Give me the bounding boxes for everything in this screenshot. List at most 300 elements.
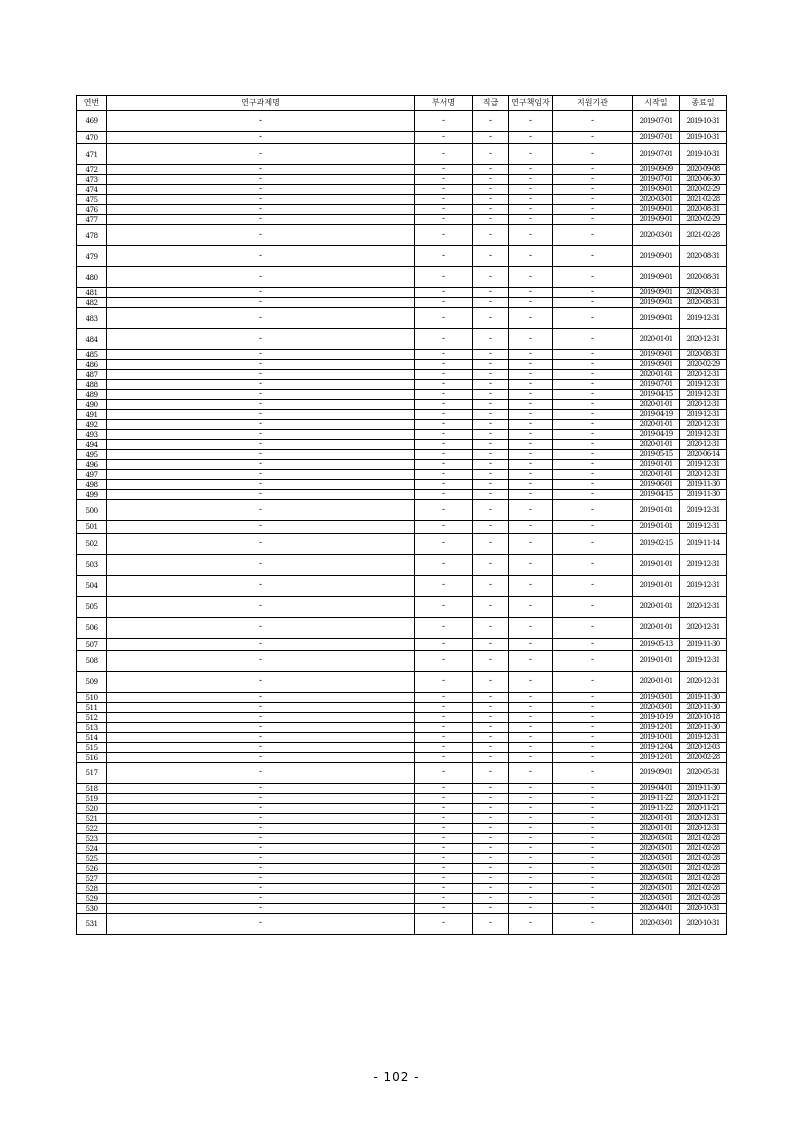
funding-agency-cell: - bbox=[553, 111, 633, 132]
funding-agency-cell: - bbox=[553, 298, 633, 308]
position-cell: - bbox=[473, 500, 509, 521]
principal-investigator-cell: - bbox=[509, 480, 553, 490]
start-date-cell: 2019-12-04 bbox=[633, 742, 680, 752]
row-number-cell: 530 bbox=[77, 903, 107, 913]
position-cell: - bbox=[473, 430, 509, 440]
department-cell: - bbox=[415, 329, 473, 350]
start-date-cell: 2019-09-01 bbox=[633, 267, 680, 288]
position-cell: - bbox=[473, 521, 509, 533]
position-cell: - bbox=[473, 671, 509, 692]
position-cell: - bbox=[473, 893, 509, 903]
funding-agency-cell: - bbox=[553, 440, 633, 450]
project-title-cell: - bbox=[107, 480, 415, 490]
department-cell: - bbox=[415, 575, 473, 596]
table-row bbox=[77, 246, 727, 267]
start-date-cell: 2020-03-01 bbox=[633, 893, 680, 903]
principal-investigator-cell: - bbox=[509, 732, 553, 742]
row-number-cell: 516 bbox=[77, 752, 107, 762]
project-title-cell: - bbox=[107, 390, 415, 400]
end-date-cell: 2020-08-31 bbox=[680, 298, 727, 308]
row-number-cell: 479 bbox=[77, 246, 107, 267]
project-title-cell: - bbox=[107, 360, 415, 370]
row-number-cell: 527 bbox=[77, 873, 107, 883]
principal-investigator-cell: - bbox=[509, 298, 553, 308]
position-cell: - bbox=[473, 712, 509, 722]
department-cell: - bbox=[415, 195, 473, 205]
department-cell: - bbox=[415, 175, 473, 185]
funding-agency-cell: - bbox=[553, 638, 633, 650]
department-cell: - bbox=[415, 370, 473, 380]
principal-investigator-cell: - bbox=[509, 410, 553, 420]
principal-investigator-cell: - bbox=[509, 823, 553, 833]
end-date-cell: 2019-12-31 bbox=[680, 430, 727, 440]
principal-investigator-cell: - bbox=[509, 638, 553, 650]
table-row bbox=[77, 702, 727, 712]
start-date-cell: 2020-03-01 bbox=[633, 883, 680, 893]
principal-investigator-cell: - bbox=[509, 380, 553, 390]
start-date-cell: 2019-05-15 bbox=[633, 450, 680, 460]
funding-agency-cell: - bbox=[553, 225, 633, 246]
position-cell: - bbox=[473, 308, 509, 329]
project-title-cell: - bbox=[107, 460, 415, 470]
row-number-cell: 506 bbox=[77, 617, 107, 638]
principal-investigator-cell: - bbox=[509, 111, 553, 132]
principal-investigator-cell: - bbox=[509, 205, 553, 215]
funding-agency-cell: - bbox=[553, 913, 633, 934]
table-row bbox=[77, 813, 727, 823]
row-number-cell: 501 bbox=[77, 521, 107, 533]
position-cell: - bbox=[473, 195, 509, 205]
principal-investigator-cell: - bbox=[509, 650, 553, 671]
end-date-cell: 2019-12-31 bbox=[680, 380, 727, 390]
project-title-cell: - bbox=[107, 165, 415, 175]
funding-agency-cell: - bbox=[553, 480, 633, 490]
department-cell: - bbox=[415, 350, 473, 360]
table-row bbox=[77, 650, 727, 671]
table-row bbox=[77, 440, 727, 450]
row-number-cell: 510 bbox=[77, 692, 107, 702]
col-header-funding-agency: 지원기관 bbox=[553, 96, 633, 111]
table-row bbox=[77, 205, 727, 215]
start-date-cell: 2019-04-01 bbox=[633, 783, 680, 793]
start-date-cell: 2019-01-01 bbox=[633, 554, 680, 575]
department-cell: - bbox=[415, 390, 473, 400]
end-date-cell: 2021-02-28 bbox=[680, 195, 727, 205]
end-date-cell: 2020-12-31 bbox=[680, 420, 727, 430]
principal-investigator-cell: - bbox=[509, 430, 553, 440]
table-row bbox=[77, 671, 727, 692]
principal-investigator-cell: - bbox=[509, 554, 553, 575]
project-title-cell: - bbox=[107, 288, 415, 298]
funding-agency-cell: - bbox=[553, 430, 633, 440]
project-title-cell: - bbox=[107, 215, 415, 225]
department-cell: - bbox=[415, 671, 473, 692]
department-cell: - bbox=[415, 853, 473, 863]
funding-agency-cell: - bbox=[553, 863, 633, 873]
end-date-cell: 2019-12-31 bbox=[680, 460, 727, 470]
row-number-cell: 483 bbox=[77, 308, 107, 329]
table-row bbox=[77, 132, 727, 144]
row-number-cell: 520 bbox=[77, 803, 107, 813]
project-title-cell: - bbox=[107, 380, 415, 390]
row-number-cell: 492 bbox=[77, 420, 107, 430]
end-date-cell: 2020-09-08 bbox=[680, 165, 727, 175]
table-body bbox=[77, 111, 727, 935]
principal-investigator-cell: - bbox=[509, 267, 553, 288]
position-cell: - bbox=[473, 913, 509, 934]
funding-agency-cell: - bbox=[553, 308, 633, 329]
start-date-cell: 2019-04-15 bbox=[633, 490, 680, 500]
project-title-cell: - bbox=[107, 144, 415, 165]
project-title-cell: - bbox=[107, 521, 415, 533]
principal-investigator-cell: - bbox=[509, 893, 553, 903]
start-date-cell: 2020-03-01 bbox=[633, 863, 680, 873]
end-date-cell: 2021-02-28 bbox=[680, 873, 727, 883]
table-row bbox=[77, 803, 727, 813]
department-cell: - bbox=[415, 596, 473, 617]
table-row bbox=[77, 410, 727, 420]
department-cell: - bbox=[415, 111, 473, 132]
department-cell: - bbox=[415, 650, 473, 671]
position-cell: - bbox=[473, 638, 509, 650]
position-cell: - bbox=[473, 843, 509, 853]
row-number-cell: 495 bbox=[77, 450, 107, 460]
row-number-cell: 482 bbox=[77, 298, 107, 308]
end-date-cell: 2021-02-28 bbox=[680, 893, 727, 903]
table-row bbox=[77, 165, 727, 175]
department-cell: - bbox=[415, 732, 473, 742]
principal-investigator-cell: - bbox=[509, 762, 553, 783]
position-cell: - bbox=[473, 783, 509, 793]
end-date-cell: 2021-02-28 bbox=[680, 843, 727, 853]
department-cell: - bbox=[415, 813, 473, 823]
principal-investigator-cell: - bbox=[509, 702, 553, 712]
position-cell: - bbox=[473, 144, 509, 165]
start-date-cell: 2019-04-19 bbox=[633, 430, 680, 440]
position-cell: - bbox=[473, 132, 509, 144]
project-title-cell: - bbox=[107, 638, 415, 650]
principal-investigator-cell: - bbox=[509, 692, 553, 702]
end-date-cell: 2020-11-30 bbox=[680, 722, 727, 732]
row-number-cell: 528 bbox=[77, 883, 107, 893]
table-row bbox=[77, 480, 727, 490]
project-title-cell: - bbox=[107, 132, 415, 144]
principal-investigator-cell: - bbox=[509, 288, 553, 298]
start-date-cell: 2019-11-22 bbox=[633, 803, 680, 813]
project-title-cell: - bbox=[107, 752, 415, 762]
row-number-cell: 499 bbox=[77, 490, 107, 500]
start-date-cell: 2020-03-01 bbox=[633, 913, 680, 934]
project-title-cell: - bbox=[107, 692, 415, 702]
position-cell: - bbox=[473, 165, 509, 175]
funding-agency-cell: - bbox=[553, 903, 633, 913]
funding-agency-cell: - bbox=[553, 288, 633, 298]
project-title-cell: - bbox=[107, 420, 415, 430]
department-cell: - bbox=[415, 430, 473, 440]
end-date-cell: 2020-06-30 bbox=[680, 175, 727, 185]
row-number-cell: 498 bbox=[77, 480, 107, 490]
row-number-cell: 469 bbox=[77, 111, 107, 132]
funding-agency-cell: - bbox=[553, 813, 633, 823]
end-date-cell: 2020-08-31 bbox=[680, 205, 727, 215]
end-date-cell: 2020-08-31 bbox=[680, 350, 727, 360]
table-row bbox=[77, 144, 727, 165]
funding-agency-cell: - bbox=[553, 420, 633, 430]
row-number-cell: 493 bbox=[77, 430, 107, 440]
start-date-cell: 2020-01-01 bbox=[633, 329, 680, 350]
funding-agency-cell: - bbox=[553, 752, 633, 762]
department-cell: - bbox=[415, 440, 473, 450]
end-date-cell: 2019-10-31 bbox=[680, 111, 727, 132]
department-cell: - bbox=[415, 460, 473, 470]
table-row bbox=[77, 370, 727, 380]
principal-investigator-cell: - bbox=[509, 185, 553, 195]
position-cell: - bbox=[473, 903, 509, 913]
table-row bbox=[77, 400, 727, 410]
table-row bbox=[77, 823, 727, 833]
project-title-cell: - bbox=[107, 111, 415, 132]
end-date-cell: 2019-10-31 bbox=[680, 132, 727, 144]
funding-agency-cell: - bbox=[553, 671, 633, 692]
end-date-cell: 2020-10-31 bbox=[680, 913, 727, 934]
funding-agency-cell: - bbox=[553, 267, 633, 288]
project-title-cell: - bbox=[107, 863, 415, 873]
end-date-cell: 2020-12-31 bbox=[680, 370, 727, 380]
funding-agency-cell: - bbox=[553, 692, 633, 702]
end-date-cell: 2020-10-31 bbox=[680, 903, 727, 913]
position-cell: - bbox=[473, 490, 509, 500]
table-row bbox=[77, 575, 727, 596]
position-cell: - bbox=[473, 246, 509, 267]
col-header-number: 연번 bbox=[77, 96, 107, 111]
end-date-cell: 2019-11-30 bbox=[680, 638, 727, 650]
department-cell: - bbox=[415, 903, 473, 913]
start-date-cell: 2019-01-01 bbox=[633, 650, 680, 671]
end-date-cell: 2019-10-31 bbox=[680, 144, 727, 165]
table-row bbox=[77, 308, 727, 329]
project-title-cell: - bbox=[107, 803, 415, 813]
position-cell: - bbox=[473, 215, 509, 225]
row-number-cell: 514 bbox=[77, 732, 107, 742]
position-cell: - bbox=[473, 732, 509, 742]
department-cell: - bbox=[415, 215, 473, 225]
table-row bbox=[77, 288, 727, 298]
principal-investigator-cell: - bbox=[509, 460, 553, 470]
funding-agency-cell: - bbox=[553, 762, 633, 783]
position-cell: - bbox=[473, 692, 509, 702]
position-cell: - bbox=[473, 370, 509, 380]
research-project-table bbox=[76, 95, 727, 935]
principal-investigator-cell: - bbox=[509, 440, 553, 450]
department-cell: - bbox=[415, 500, 473, 521]
start-date-cell: 2020-01-01 bbox=[633, 400, 680, 410]
col-header-start-date: 시작일 bbox=[633, 96, 680, 111]
end-date-cell: 2020-02-29 bbox=[680, 215, 727, 225]
table-row bbox=[77, 712, 727, 722]
row-number-cell: 476 bbox=[77, 205, 107, 215]
department-cell: - bbox=[415, 480, 473, 490]
end-date-cell: 2020-11-21 bbox=[680, 803, 727, 813]
row-number-cell: 487 bbox=[77, 370, 107, 380]
funding-agency-cell: - bbox=[553, 390, 633, 400]
end-date-cell: 2020-12-31 bbox=[680, 440, 727, 450]
position-cell: - bbox=[473, 288, 509, 298]
department-cell: - bbox=[415, 843, 473, 853]
principal-investigator-cell: - bbox=[509, 329, 553, 350]
department-cell: - bbox=[415, 400, 473, 410]
project-title-cell: - bbox=[107, 225, 415, 246]
project-title-cell: - bbox=[107, 350, 415, 360]
principal-investigator-cell: - bbox=[509, 883, 553, 893]
start-date-cell: 2020-01-01 bbox=[633, 823, 680, 833]
start-date-cell: 2019-11-22 bbox=[633, 793, 680, 803]
project-title-cell: - bbox=[107, 575, 415, 596]
position-cell: - bbox=[473, 175, 509, 185]
funding-agency-cell: - bbox=[553, 132, 633, 144]
position-cell: - bbox=[473, 400, 509, 410]
project-title-cell: - bbox=[107, 410, 415, 420]
funding-agency-cell: - bbox=[553, 195, 633, 205]
start-date-cell: 2019-10-01 bbox=[633, 732, 680, 742]
project-title-cell: - bbox=[107, 793, 415, 803]
position-cell: - bbox=[473, 533, 509, 554]
col-header-end-date: 종료일 bbox=[680, 96, 727, 111]
position-cell: - bbox=[473, 225, 509, 246]
principal-investigator-cell: - bbox=[509, 215, 553, 225]
department-cell: - bbox=[415, 380, 473, 390]
department-cell: - bbox=[415, 762, 473, 783]
end-date-cell: 2020-05-31 bbox=[680, 762, 727, 783]
start-date-cell: 2019-05-13 bbox=[633, 638, 680, 650]
principal-investigator-cell: - bbox=[509, 913, 553, 934]
table-row bbox=[77, 195, 727, 205]
department-cell: - bbox=[415, 793, 473, 803]
end-date-cell: 2020-12-31 bbox=[680, 470, 727, 480]
table-row bbox=[77, 742, 727, 752]
start-date-cell: 2019-01-01 bbox=[633, 460, 680, 470]
position-cell: - bbox=[473, 762, 509, 783]
start-date-cell: 2019-09-01 bbox=[633, 246, 680, 267]
funding-agency-cell: - bbox=[553, 144, 633, 165]
end-date-cell: 2019-11-30 bbox=[680, 783, 727, 793]
end-date-cell: 2020-12-31 bbox=[680, 617, 727, 638]
row-number-cell: 505 bbox=[77, 596, 107, 617]
project-title-cell: - bbox=[107, 903, 415, 913]
start-date-cell: 2019-09-09 bbox=[633, 165, 680, 175]
end-date-cell: 2020-02-29 bbox=[680, 185, 727, 195]
table-row bbox=[77, 267, 727, 288]
principal-investigator-cell: - bbox=[509, 853, 553, 863]
funding-agency-cell: - bbox=[553, 165, 633, 175]
end-date-cell: 2019-12-31 bbox=[680, 732, 727, 742]
project-title-cell: - bbox=[107, 702, 415, 712]
project-title-cell: - bbox=[107, 742, 415, 752]
start-date-cell: 2019-09-01 bbox=[633, 215, 680, 225]
department-cell: - bbox=[415, 360, 473, 370]
position-cell: - bbox=[473, 650, 509, 671]
end-date-cell: 2019-11-30 bbox=[680, 480, 727, 490]
row-number-cell: 508 bbox=[77, 650, 107, 671]
project-title-cell: - bbox=[107, 450, 415, 460]
table-row bbox=[77, 843, 727, 853]
start-date-cell: 2020-03-01 bbox=[633, 702, 680, 712]
project-title-cell: - bbox=[107, 400, 415, 410]
funding-agency-cell: - bbox=[553, 460, 633, 470]
department-cell: - bbox=[415, 533, 473, 554]
start-date-cell: 2019-02-15 bbox=[633, 533, 680, 554]
start-date-cell: 2019-09-01 bbox=[633, 205, 680, 215]
table-row bbox=[77, 554, 727, 575]
department-cell: - bbox=[415, 470, 473, 480]
principal-investigator-cell: - bbox=[509, 575, 553, 596]
principal-investigator-cell: - bbox=[509, 833, 553, 843]
table-row bbox=[77, 430, 727, 440]
start-date-cell: 2020-03-01 bbox=[633, 225, 680, 246]
end-date-cell: 2020-02-29 bbox=[680, 360, 727, 370]
department-cell: - bbox=[415, 823, 473, 833]
start-date-cell: 2019-09-01 bbox=[633, 360, 680, 370]
principal-investigator-cell: - bbox=[509, 903, 553, 913]
start-date-cell: 2019-06-01 bbox=[633, 480, 680, 490]
department-cell: - bbox=[415, 893, 473, 903]
row-number-cell: 477 bbox=[77, 215, 107, 225]
project-title-cell: - bbox=[107, 823, 415, 833]
department-cell: - bbox=[415, 185, 473, 195]
row-number-cell: 490 bbox=[77, 400, 107, 410]
position-cell: - bbox=[473, 329, 509, 350]
row-number-cell: 486 bbox=[77, 360, 107, 370]
table-row bbox=[77, 596, 727, 617]
end-date-cell: 2020-12-03 bbox=[680, 742, 727, 752]
principal-investigator-cell: - bbox=[509, 144, 553, 165]
table-row bbox=[77, 298, 727, 308]
start-date-cell: 2020-03-01 bbox=[633, 853, 680, 863]
project-title-cell: - bbox=[107, 490, 415, 500]
position-cell: - bbox=[473, 390, 509, 400]
table-row bbox=[77, 893, 727, 903]
row-number-cell: 496 bbox=[77, 460, 107, 470]
end-date-cell: 2021-02-28 bbox=[680, 833, 727, 843]
department-cell: - bbox=[415, 308, 473, 329]
end-date-cell: 2019-11-30 bbox=[680, 490, 727, 500]
row-number-cell: 473 bbox=[77, 175, 107, 185]
table-row bbox=[77, 762, 727, 783]
funding-agency-cell: - bbox=[553, 833, 633, 843]
project-title-cell: - bbox=[107, 873, 415, 883]
start-date-cell: 2019-04-19 bbox=[633, 410, 680, 420]
project-title-cell: - bbox=[107, 671, 415, 692]
row-number-cell: 524 bbox=[77, 843, 107, 853]
principal-investigator-cell: - bbox=[509, 225, 553, 246]
table-row bbox=[77, 752, 727, 762]
position-cell: - bbox=[473, 410, 509, 420]
end-date-cell: 2020-12-31 bbox=[680, 813, 727, 823]
funding-agency-cell: - bbox=[553, 575, 633, 596]
principal-investigator-cell: - bbox=[509, 803, 553, 813]
row-number-cell: 525 bbox=[77, 853, 107, 863]
department-cell: - bbox=[415, 225, 473, 246]
project-title-cell: - bbox=[107, 833, 415, 843]
table-row bbox=[77, 360, 727, 370]
funding-agency-cell: - bbox=[553, 793, 633, 803]
funding-agency-cell: - bbox=[553, 554, 633, 575]
department-cell: - bbox=[415, 450, 473, 460]
row-number-cell: 515 bbox=[77, 742, 107, 752]
project-title-cell: - bbox=[107, 913, 415, 934]
position-cell: - bbox=[473, 350, 509, 360]
department-cell: - bbox=[415, 692, 473, 702]
table-row bbox=[77, 692, 727, 702]
